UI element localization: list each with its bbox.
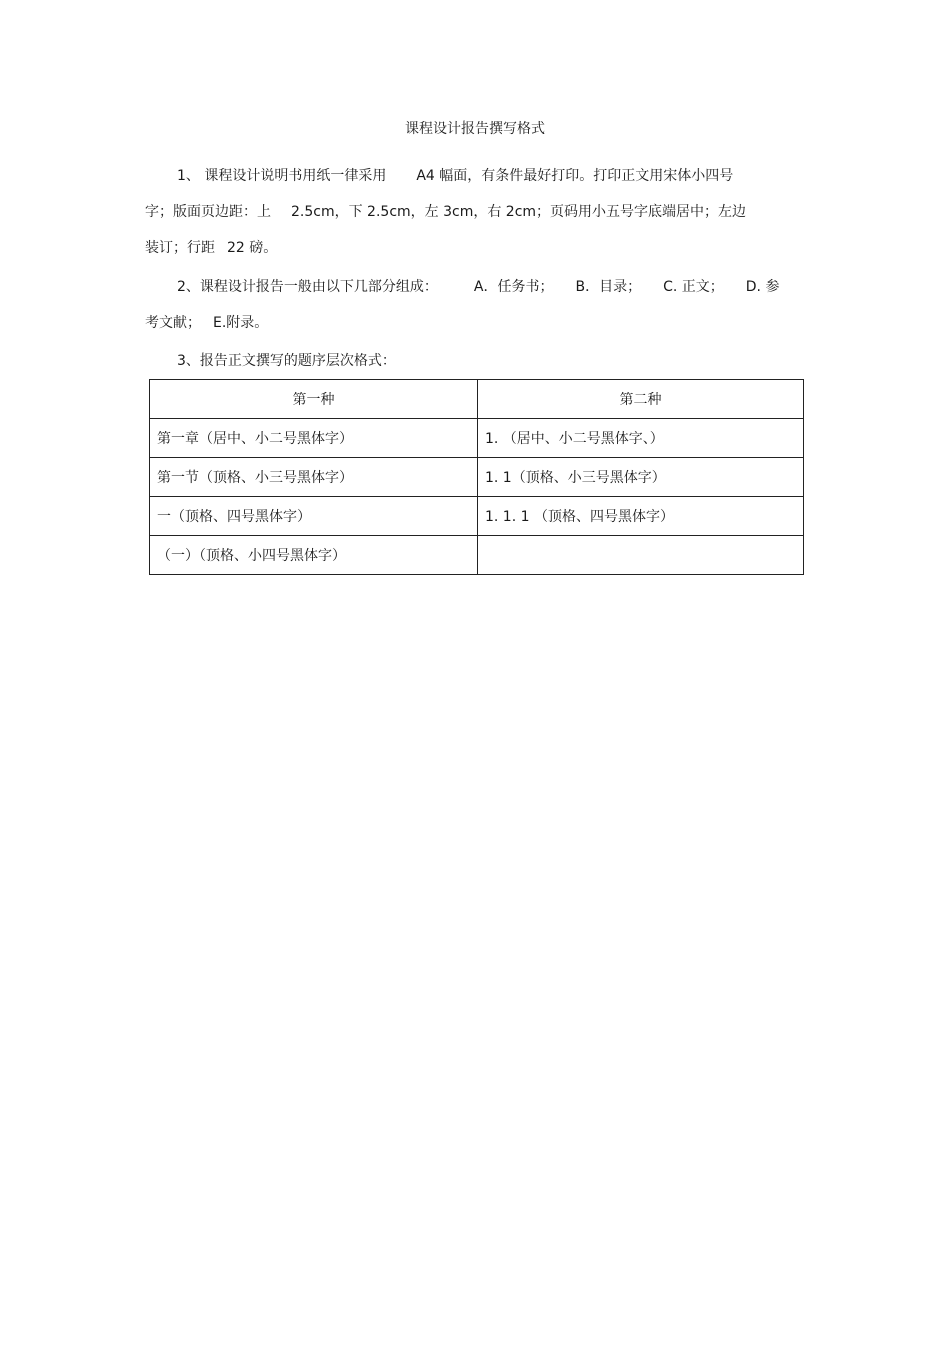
text-segment: 22 磅。 (227, 240, 278, 256)
table-cell: 1. 1. 1 （顶格、四号黑体字） (478, 497, 804, 536)
table-cell (478, 536, 804, 575)
text-segment: D. 参 (745, 279, 780, 295)
paragraph-line (145, 230, 805, 266)
text-segment: B．目录； (575, 279, 642, 295)
paragraph-report-parts (145, 269, 805, 341)
table-row (150, 536, 804, 575)
document-title: 课程设计报告撰写格式 (405, 121, 545, 137)
paragraph-line: 3、报告正文撰写的题序层次格式： (177, 353, 396, 369)
table-cell: 1. 1（顶格、小三号黑体字） (478, 458, 804, 497)
table-row (150, 419, 804, 458)
heading-levels-table (149, 379, 804, 575)
paragraph-line (145, 194, 805, 230)
text-segment: 装订；行距 (145, 240, 215, 256)
text-segment: 2、课程设计报告一般由以下几部分组成： (177, 279, 438, 295)
paragraph-line (145, 158, 805, 194)
paragraph-paper-format (145, 158, 805, 266)
text-segment: E.附录。 (213, 315, 269, 331)
table-row (150, 458, 804, 497)
table-cell: （一）（顶格、小四号黑体字） (150, 536, 478, 575)
table-header-cell: 第一种 (150, 380, 478, 419)
table-cell: 第一节（顶格、小三号黑体字） (150, 458, 478, 497)
paragraph-line (145, 305, 805, 341)
paragraph-line (145, 269, 805, 305)
table-row (150, 497, 804, 536)
text-segment: 2.5cm，下 2.5cm，左 3cm，右 2cm；页码用小五号字底端居中；左边 (291, 204, 747, 220)
paragraph-heading-levels (145, 343, 805, 379)
table-cell: 第一章（居中、小二号黑体字） (150, 419, 478, 458)
text-segment: 考文献； (145, 315, 201, 331)
table-cell: 1. （居中、小二号黑体字、） (478, 419, 804, 458)
text-segment: C. 正文； (663, 279, 724, 295)
text-segment: A4 幅面，有条件最好打印。打印正文用宋体小四号 (416, 168, 734, 184)
text-segment: A．任务书； (473, 279, 554, 295)
table-cell: 一（顶格、四号黑体字） (150, 497, 478, 536)
text-segment: 字；版面页边距：上 (145, 204, 271, 220)
table-header-row (150, 380, 804, 419)
table-header-cell: 第二种 (478, 380, 804, 419)
text-segment: 1、 课程设计说明书用纸一律采用 (177, 168, 387, 184)
